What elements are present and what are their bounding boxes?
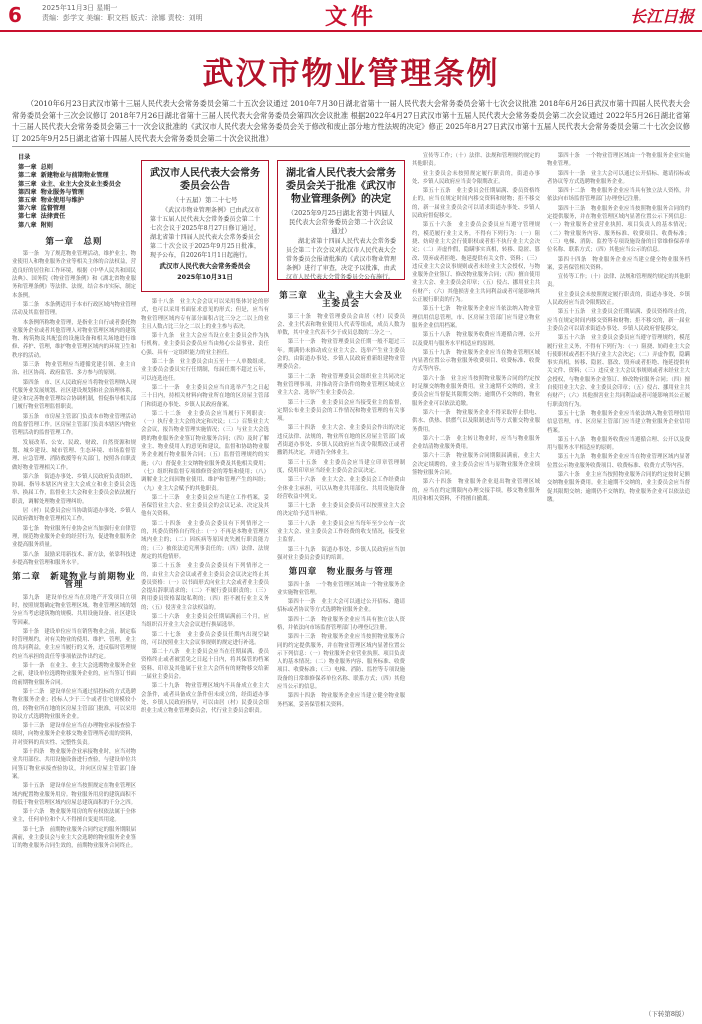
article-paragraph: 第三十六条 业主大会、业主委员会工作经费由全体业主承担，可以从物业共用部位、共用设施设备经营收益中列支。 xyxy=(277,477,405,500)
column-2 xyxy=(141,298,269,1008)
article-paragraph: 宣传等工作；（十）法律、法规和管理规约规定的其他职责。 xyxy=(547,274,690,289)
article-paragraph: 第十八条 业主大会会议可以采用集体讨论的形式，也可以采用书面征求意见的形式；但是，应当有物业管理区域内专有部分面积占比三分之二以上的业主且人数占比三分之二以上的业主参与表决。 xyxy=(141,299,269,330)
toc-item-number: 第七章 xyxy=(18,213,37,221)
article-paragraph: 第六十二条 业主转让物业时，应当与物业服务企业结清物业服务费用。 xyxy=(412,435,540,451)
announcement-issuer: 武汉市人民代表大会常务委员会 xyxy=(159,262,251,270)
article-paragraph: 第九条 建设单位应当在房地产开发项目立项时，按照规划确定物业管理区域。物业管理区域的划分应当考虑建筑物的规模、共用设施设备、社区建设等因素。 xyxy=(12,594,136,626)
section-name: 文件 xyxy=(324,5,377,30)
announcement-title: 武汉市人民代表大会常务委员会公告 xyxy=(150,168,260,192)
toc-item-number: 第六章 xyxy=(18,205,37,213)
column-1 xyxy=(12,152,136,1008)
toc-item-name: 业主、业主大会及业主委员会 xyxy=(40,180,121,188)
column-body xyxy=(141,298,269,716)
toc-item-name: 新建物业与前期物业管理 xyxy=(40,172,109,180)
article-paragraph: 第三十四条 业主大会、业主委员会作出的决定违反法律、法规的，物业所在地的区房屋主管部门或者街道办事处、乡镇人民政府应当责令限期改正或者撤销其决定，并通告全体业主。 xyxy=(277,425,405,457)
article-paragraph: 第四条 市、区人民政府应当将物业管理纳入现代服务业发展规划、社区建设规划和社会治理体系，建立和完善物业管理综合协调机制，督促指导相关部门履行物业管理监督职责。 xyxy=(12,379,136,411)
article-paragraph: 第四十四条 物业服务企业应当建立健全物业服务档案，妥善保管相关资料。 xyxy=(547,256,690,271)
article-paragraph: 第四十四条 物业服务企业应当建立健全物业服务档案，妥善保管相关资料。 xyxy=(277,693,405,708)
page-number: 6 xyxy=(8,3,22,27)
article-paragraph: 第十一条 在业主、业主大会选聘物业服务企业之前，建设单位选聘物业服务企业的，应当签订书面的前期物业服务合同。 xyxy=(12,663,136,686)
article-paragraph: 第二十八条 业主委员会应当在任期届满、委员资格终止或者被罢免之日起十日内，将其保管的档案资料、印章及其他属于业主大会所有的财物移交给新一届业主委员会。 xyxy=(141,649,269,681)
article-paragraph: 第二十一条 业主委员会应当自选举产生之日起三十日内，持相关材料向物业所在地的区房屋主管部门和街道办事处、乡镇人民政府备案。 xyxy=(141,384,269,408)
article-paragraph: 第四十条 一个物业管理区域由一个物业服务企业实施物业管理。 xyxy=(547,153,690,168)
chapter-heading: 第二章 新建物业与前期物业管理 xyxy=(12,572,136,591)
article-paragraph: 第四十二条 物业服务企业应当具有独立法人资格，并依法向市场监督管理部门办理登记注册。 xyxy=(277,616,405,631)
article-paragraph: 第三十五条 业主委员会应当建立印章管理制度，使用印章应当经业主委员会会议决定。 xyxy=(277,459,405,474)
article-paragraph: 第五十九条 物业服务企业应当在物业管理区域内显著位置公示物业服务收费项目、收费标准、收费方式等内容。 xyxy=(412,349,540,373)
article-paragraph: 第四十三条 物业服务企业应当按照物业服务合同的约定提供服务，并在物业管理区域内显著位置公示下列信息：（一）物业服务企业营业执照、项目负责人的基本情况；（二）物业服务内容、服务标准、收费项目、收费标准；（三）电梯、消防、监控等专项设施设备的日常维修保养单位名称、联系方式；（四）其他应当公示的信息。 xyxy=(277,634,405,691)
article-paragraph: 第三十一条 物业管理委员会任期一般不超过三年。期满仍未推动成立业主大会、选举产生业主委员会的，由街道办事处、乡镇人民政府重新组建物业管理委员会。 xyxy=(277,339,405,371)
article-paragraph: 宣传等工作；（十）法律、法规和管理规约规定的其他职责。 xyxy=(412,153,540,168)
article-paragraph: 第三十七条 业主委员会委员可以按照业主大会的决定给予适当补贴。 xyxy=(277,503,405,518)
page-header xyxy=(0,0,702,32)
article-paragraph: 第二十三条 业主委员会应当建立工作档案，妥善保管业主大会、业主委员会的会议记录、决定及其他有关资料。 xyxy=(141,494,269,518)
article-paragraph: 第六条 街道办事处、乡镇人民政府负责组织、协调、指导本辖区内业主大会成立和业主委员会选举、换届工作，监督业主大会和业主委员会依法履行职责，调解处理物业管理纠纷。 xyxy=(12,473,136,505)
toc-item-number: 第二章 xyxy=(18,172,37,180)
article-paragraph: 第四十三条 物业服务企业应当按照物业服务合同的约定提供服务，并在物业管理区域内显著位置公示下列信息：（一）物业服务企业营业执照、项目负责人的基本情况；（二）物业服务内容、服务标准、收费项目、收费标准；（三）电梯、消防、监控等专项设施设备的日常维修保养单位名称、联系方式；（四）其他应当公示的信息。 xyxy=(547,205,690,254)
article-paragraph: 第十五条 建设单位应当按照规定在物业管理区域内配置物业服务用房。物业服务用房的建筑面积不得低于物业管理区域内房屋总建筑面积的千分之四。 xyxy=(12,783,136,806)
article-paragraph: 第二十四条 业主委员会委员有下列情形之一的，其委员资格自行终止：（一）不再是本物业管理区域内业主的；（二）因疾病等原因丧失履行职责能力的；（三）被依法追究刑事责任的；（四）法律、法规规定的其他情形。 xyxy=(141,520,269,560)
article-paragraph: 第四十条 一个物业管理区域由一个物业服务企业实施物业管理。 xyxy=(277,581,405,596)
article-paragraph: 第五十九条 物业服务企业应当在物业管理区域内显著位置公示物业服务收费项目、收费标准、收费方式等内容。 xyxy=(547,454,690,469)
article-paragraph: 第二十五条 业主委员会委员有下列情形之一的，由业主大会会议或者业主委员会会议决定终止其委员资格：（一）以书面形式向业主大会或者业主委员会提出辞职请求的；（二）不履行委员职责的；（三）利用委员资格谋取私利的；（四）拒不履行业主义务的；（五）侵害业主合法权益的。 xyxy=(141,563,269,611)
toc-item-number: 第三章 xyxy=(18,180,37,188)
article-paragraph: 第七条 物业服务行业协会应当加强行业自律管理，规范物业服务企业的经营行为，促进物业服务企业提高服务质量。 xyxy=(12,525,136,549)
toc-item-name: 法律责任 xyxy=(40,213,66,221)
article-paragraph: 第二十七条 业主委员会委员任期内出现空缺的，可以按照业主大会议事规则的规定进行补选。 xyxy=(141,631,269,646)
toc-item xyxy=(18,181,136,189)
article-paragraph: 第五十五条 业主委员会任期届满、委员资格终止的，应当在规定时间内移交资料和财物；拒不移交的，新一届业主委员会可以请求街道办事处、乡镇人民政府督促移交。 xyxy=(412,188,540,220)
toc-item-name: 总则 xyxy=(40,164,53,172)
article-paragraph: 第八条 鼓励采用新技术、新方法，依靠科技进步提高物业管理和服务水平。 xyxy=(12,551,136,566)
paper-logo: 长江日报 xyxy=(629,7,694,26)
article-paragraph: 第二十九条 物业管理区域内不具备成立业主大会条件，或者具备成立条件但未成立的，经街道办事处、乡镇人民政府指导，可以由居（村）民委员会组织业主成立物业管理委员会，代行业主委员会职责。 xyxy=(141,683,269,715)
chapter-heading: 第三章 业主、业主大会及业主委员会 xyxy=(279,291,403,310)
toc-item xyxy=(18,222,136,230)
column-body xyxy=(547,152,690,504)
toc-item xyxy=(18,213,136,221)
preamble: （2010年6月23日武汉市第十三届人民代表大会常务委员会第二十五次会议通过 2010年7月30日湖北省第十一届人民代表大会常务委员会第十七次会议批准 2018年6月26日武汉市第十四届人民代表大会常务委员会第十三次会议修订 2018年7月26日湖北省第十三届人民代表大会常务委员会第四次会议批准 根据2022年4月27日武汉市第十五届人民代表大会常务委员会第二次会议通过 2022年5月26日湖北省第十三届人民代表大会常务委员会第三十一次会议批准的《武汉市人民代表大会常务委员会关于修改和废止部分地方性法规的决定》修正 2025年8月27日武汉市第十五届人民代表大会常务委员会第二十七次会议修订 2025年9月25日湖北省第十四届人民代表大会常务委员会第二十次会议批准） xyxy=(12,99,690,143)
toc-heading: 目录 xyxy=(18,154,31,161)
column-4 xyxy=(412,152,540,1008)
toc-item-name: 监督管理 xyxy=(40,205,66,213)
article-paragraph: 第六十三条 物业服务合同期限届满前，业主大会决定续聘的，业主委员会应当与原物业服务企业续签物业服务合同。 xyxy=(412,453,540,476)
article-paragraph: 第十七条 前期物业服务合同约定的服务期限届满前，业主委员会与业主大会选聘的物业服务企业签订的物业服务合同生效的，前期物业服务合同终止。 xyxy=(12,826,136,850)
article-paragraph: 第五十六条 业主委员会委员应当遵守管理规约，模范履行业主义务，不得有下列行为：（一）阻挠、妨碍业主大会行使职权或者拒不执行业主大会决定；（二）弄虚作假，隐瞒事实真相，转移、隐匿、篡改、毁弃或者拒绝、拖延提供有关文件、资料；（三）违反业主大会议事规则或者未经业主大会授权，与物业服务企业签订、修改物业服务合同；（四）擅自使用业主大会、业主委员会印章；（五）侵占、挪用业主共有财产；（六）其他损害业主共同利益或者可能影响其公正履行职责的行为。 xyxy=(547,335,690,408)
article-paragraph: 第一条 为了规范物业管理活动，维护业主、物业使用人和物业服务企业等相关主体的合法权益，营造良好的居住和工作环境，根据《中华人民共和国民法典》、国务院《物业管理条例》和《湖北省物业服务和管理条例》等法律、法规，结合本市实际，制定本条例。 xyxy=(12,251,136,299)
article-paragraph: 第五十五条 业主委员会任期届满、委员资格终止的，应当在规定时间内移交资料和财物；拒不移交的，新一届业主委员会可以请求街道办事处、乡镇人民政府督促移交。 xyxy=(547,309,690,332)
article-paragraph: 第十六条 物业服务用房的所有权依法属于全体业主，任何单位和个人不得擅自变更其用途。 xyxy=(12,809,136,824)
article-paragraph: 第四十一条 业主大会可以通过公开招标、邀请招标或者协议等方式选聘物业服务企业。 xyxy=(277,599,405,614)
article-paragraph: 第二十二条 业主委员会应当履行下列职责：（一）执行业主大会的决定和决议；（二）召集业主大会会议，报告物业管理实施情况；（三）与业主大会选聘的物业服务企业签订物业服务合同；（四）及时了解业主、物业使用人的意见和建议，监督和协助物业服务企业履行物业服务合同；（五）监督管理规约的实施；（六）督促业主交纳物业服务费及其他相关费用；（七）组织和监督专项维修资金的筹集和使用；（八）调解业主之间因物业使用、维护和管理产生的纠纷；（九）业主大会赋予的其他职责。 xyxy=(141,410,269,492)
article-paragraph: 第六十一条 物业服务企业不得采取停止供电、供水、供热、供燃气以及限制进出等方式催交物业服务费用。 xyxy=(412,409,540,433)
date-line: 2025年11月3日 星期一 xyxy=(42,4,118,12)
article-paragraph: 第五十八条 物业服务收费应当遵循合理、公开以及费用与服务水平相适应的原则。 xyxy=(412,332,540,347)
article-paragraph: 第六十条 业主应当按照物业服务合同的约定按时足额交纳物业服务费用。业主逾期不交纳的，业主委员会应当督促其限期交纳；逾期仍不交纳的，物业服务企业可以依法追缴。 xyxy=(412,375,540,407)
toc-item xyxy=(18,189,136,197)
column-5 xyxy=(547,152,690,1002)
article-paragraph: 第三条 物业管理应当遵循党建引领、业主自治、社区协商、政府监管、多方参与的原则。 xyxy=(12,361,136,377)
article-paragraph: 居（村）民委员会应当协助街道办事处、乡镇人民政府做好物业管理相关工作。 xyxy=(12,508,136,523)
announcement-box xyxy=(141,160,269,292)
article-paragraph: 第四十二条 物业服务企业应当具有独立法人资格，并依法向市场监督管理部门办理登记注册。 xyxy=(547,188,690,203)
article-paragraph: 发展改革、公安、民政、财政、自然资源和规划、城乡建设、城市管理、生态环境、市场监督管理、应急管理、消防救援等有关部门，按照各自职责做好物业管理相关工作。 xyxy=(12,439,136,471)
article-paragraph: 第十三条 建设单位应当在办理物业承接查验手续时，向物业服务企业移交物业管理所必需的资料，并对资料的真实性、完整性负责。 xyxy=(12,723,136,746)
toc-item-name: 物业使用与维护 xyxy=(40,197,84,205)
article-paragraph: 第四十一条 业主大会可以通过公开招标、邀请招标或者协议等方式选聘物业服务企业。 xyxy=(547,170,690,185)
column-body xyxy=(412,152,540,503)
approval-body: 湖北省第十四届人民代表大会常务委员会第二十次会议对武汉市人民代表大会常务委员会报请批准的《武汉市物业管理条例》进行了审查，决定予以批准，由武汉市人民代表大会常务委员会公布施行。 xyxy=(286,238,396,281)
article-paragraph: 第二十条 业主委员会由五至十一人单数组成。业主委员会委员实行任期制，每届任期不超过五年，可以连选连任。 xyxy=(141,359,269,382)
chapter-heading: 第四章 物业服务与管理 xyxy=(288,567,394,578)
article-paragraph: 第六十条 业主应当按照物业服务合同的约定按时足额交纳物业服务费用。业主逾期不交纳的，业主委员会应当督促其限期交纳；逾期仍不交纳的，物业服务企业可以依法追缴。 xyxy=(547,471,690,503)
article-paragraph: 业主委员会未按照规定履行职责的，街道办事处、乡镇人民政府应当责令限期改正。 xyxy=(412,170,540,185)
article-paragraph: 第六十四条 物业服务企业退出物业管理区域的，应当在约定期限内办理交接手续，移交物业服务用房和相关资料，不得擅自撤离。 xyxy=(412,479,540,502)
article-paragraph: 第十二条 建设单位应当通过招投标的方式选聘物业服务企业；投标人少于三个或者住宅规模较小的，经物业所在地的区房屋主管部门批准，可以采用协议方式选聘物业服务企业。 xyxy=(12,688,136,720)
article-paragraph: 第五条 市房屋主管部门负责本市物业管理活动的监督管理工作。区房屋主管部门负责本辖区内物业管理活动的监督管理工作。 xyxy=(12,413,136,437)
divider xyxy=(12,146,690,147)
article-paragraph: 第二十六条 业主委员会任期届满前三个月，应当组织召开业主大会会议进行换届选举。 xyxy=(141,613,269,629)
approval-box xyxy=(277,160,405,280)
column-3 xyxy=(277,286,405,1008)
toc-item-name: 物业服务与管理 xyxy=(40,188,84,196)
article-paragraph: 第五十七条 物业服务企业应当依法纳入物业管理信用信息管理，市、区房屋主管部门应当建立物业服务企业信用档案。 xyxy=(412,306,540,329)
article-paragraph: 第三十条 物业管理委员会由居（村）民委员会、业主代表和物业使用人代表等组成，成员人数为单数，其中业主代表不少于成员总数的二分之一。 xyxy=(277,313,405,337)
announcement-date: 2025年10月31日 xyxy=(177,273,233,281)
announcement-body: 《武汉市物业管理条例》已由武汉市第十五届人民代表大会常务委员会第二十七次会议于2025年8月27日修订通过，湖北省第十四届人民代表大会常务委员会第二十次会议于2025年9月25日批准，现予公布，自2026年1月1日起施行。 xyxy=(150,207,260,259)
article-title: 武汉市物业管理条例 xyxy=(202,56,500,92)
article-paragraph: 第十四条 物业服务企业承接物业时，应当对物业共用部位、共用设施设备进行查验，与建设单位共同签订物业承接查验协议，并向区房屋主管部门备案。 xyxy=(12,749,136,780)
article-paragraph: 第三十二条 物业管理委员会组织业主共同决定物业管理事项，并推动符合条件的物业管理区域成立业主大会、选举产生业主委员会。 xyxy=(277,373,405,397)
toc-item-number: 第八章 xyxy=(18,221,37,229)
toc-item xyxy=(18,197,136,205)
approval-date: （2025年9月25日湖北省第十四届人民代表大会常务委员会第二十次会议通过） xyxy=(287,209,395,235)
article-paragraph: 第三十九条 街道办事处、乡镇人民政府应当加强对业主委员会委员的培训。 xyxy=(277,546,405,561)
column-body xyxy=(12,250,136,850)
article-paragraph: 第十九条 业主大会应当设立业主委员会作为执行机构。业主委员会委员应当由热心公益事业、责任心强、具有一定组织能力的业主担任。 xyxy=(141,333,269,356)
toc-item xyxy=(18,172,136,180)
toc-item-number: 第四章 xyxy=(18,188,37,196)
article-paragraph: 业主委员会未按照规定履行职责的，街道办事处、乡镇人民政府应当责令限期改正。 xyxy=(547,291,690,307)
article-paragraph: 本条例所称物业管理，是指业主自行或者委托物业服务企业或者其他管理人对物业管理区域内的建筑物、构筑物及其配套的设施设备和相关场地进行维修、养护、管理，维护物业管理区域内的环境卫生和秩序的活动。 xyxy=(12,319,136,359)
article-paragraph: 第五十七条 物业服务企业应当依法纳入物业管理信用信息管理，市、区房屋主管部门应当建立物业服务企业信用档案。 xyxy=(547,410,690,434)
article-paragraph: 第三十八条 业主委员会应当每年至少公布一次业主大会、业主委员会工作经费的收支情况，接受业主监督。 xyxy=(277,520,405,544)
staff-line: 责编：彭学文 美编：职文档 版式：涂娜 责校：刘明 xyxy=(42,14,203,22)
toc-item-number: 第一章 xyxy=(18,164,37,172)
toc-item-number: 第五章 xyxy=(18,197,37,205)
article-paragraph: 第三十三条 业主委员会应当接受业主的监督，定期公布业主委员会的工作情况和物业管理的有关事项。 xyxy=(277,399,405,423)
article-paragraph: 第五十八条 物业服务收费应当遵循合理、公开以及费用与服务水平相适应的原则。 xyxy=(547,436,690,452)
continuation-note: （下转第8版） xyxy=(644,1010,688,1018)
column-body xyxy=(277,313,405,709)
article-paragraph: 第十条 建设单位应当在销售物业之前，制定临时管理规约，对有关物业的使用、维护、管理，业主的共同利益，业主应当履行的义务，违反临时管理规约应当承担的责任等事项依法作出约定。 xyxy=(12,628,136,660)
article-paragraph: 第五十六条 业主委员会委员应当遵守管理规约，模范履行业主义务，不得有下列行为：（一）阻挠、妨碍业主大会行使职权或者拒不执行业主大会决定；（二）弄虚作假，隐瞒事实真相，转移、隐匿、篡改、毁弃或者拒绝、拖延提供有关文件、资料；（三）违反业主大会议事规则或者未经业主大会授权，与物业服务企业签订、修改物业服务合同；（四）擅自使用业主大会、业主委员会印章；（五）侵占、挪用业主共有财产；（六）其他损害业主共同利益或者可能影响其公正履行职责的行为。 xyxy=(412,222,540,304)
table-of-contents xyxy=(18,154,136,230)
announcement-number: （十五届）第二十七号 xyxy=(172,196,238,204)
approval-title: 湖北省人民代表大会常务委员会关于批准《武汉市物业管理条例》的决定 xyxy=(286,168,396,205)
toc-list xyxy=(18,164,136,230)
article-paragraph: 第二条 本条例适用于本市行政区域内物业管理活动及其监督管理。 xyxy=(12,301,136,317)
toc-item-name: 附则 xyxy=(40,221,53,229)
chapter-heading: 第一章 总则 xyxy=(45,236,103,247)
